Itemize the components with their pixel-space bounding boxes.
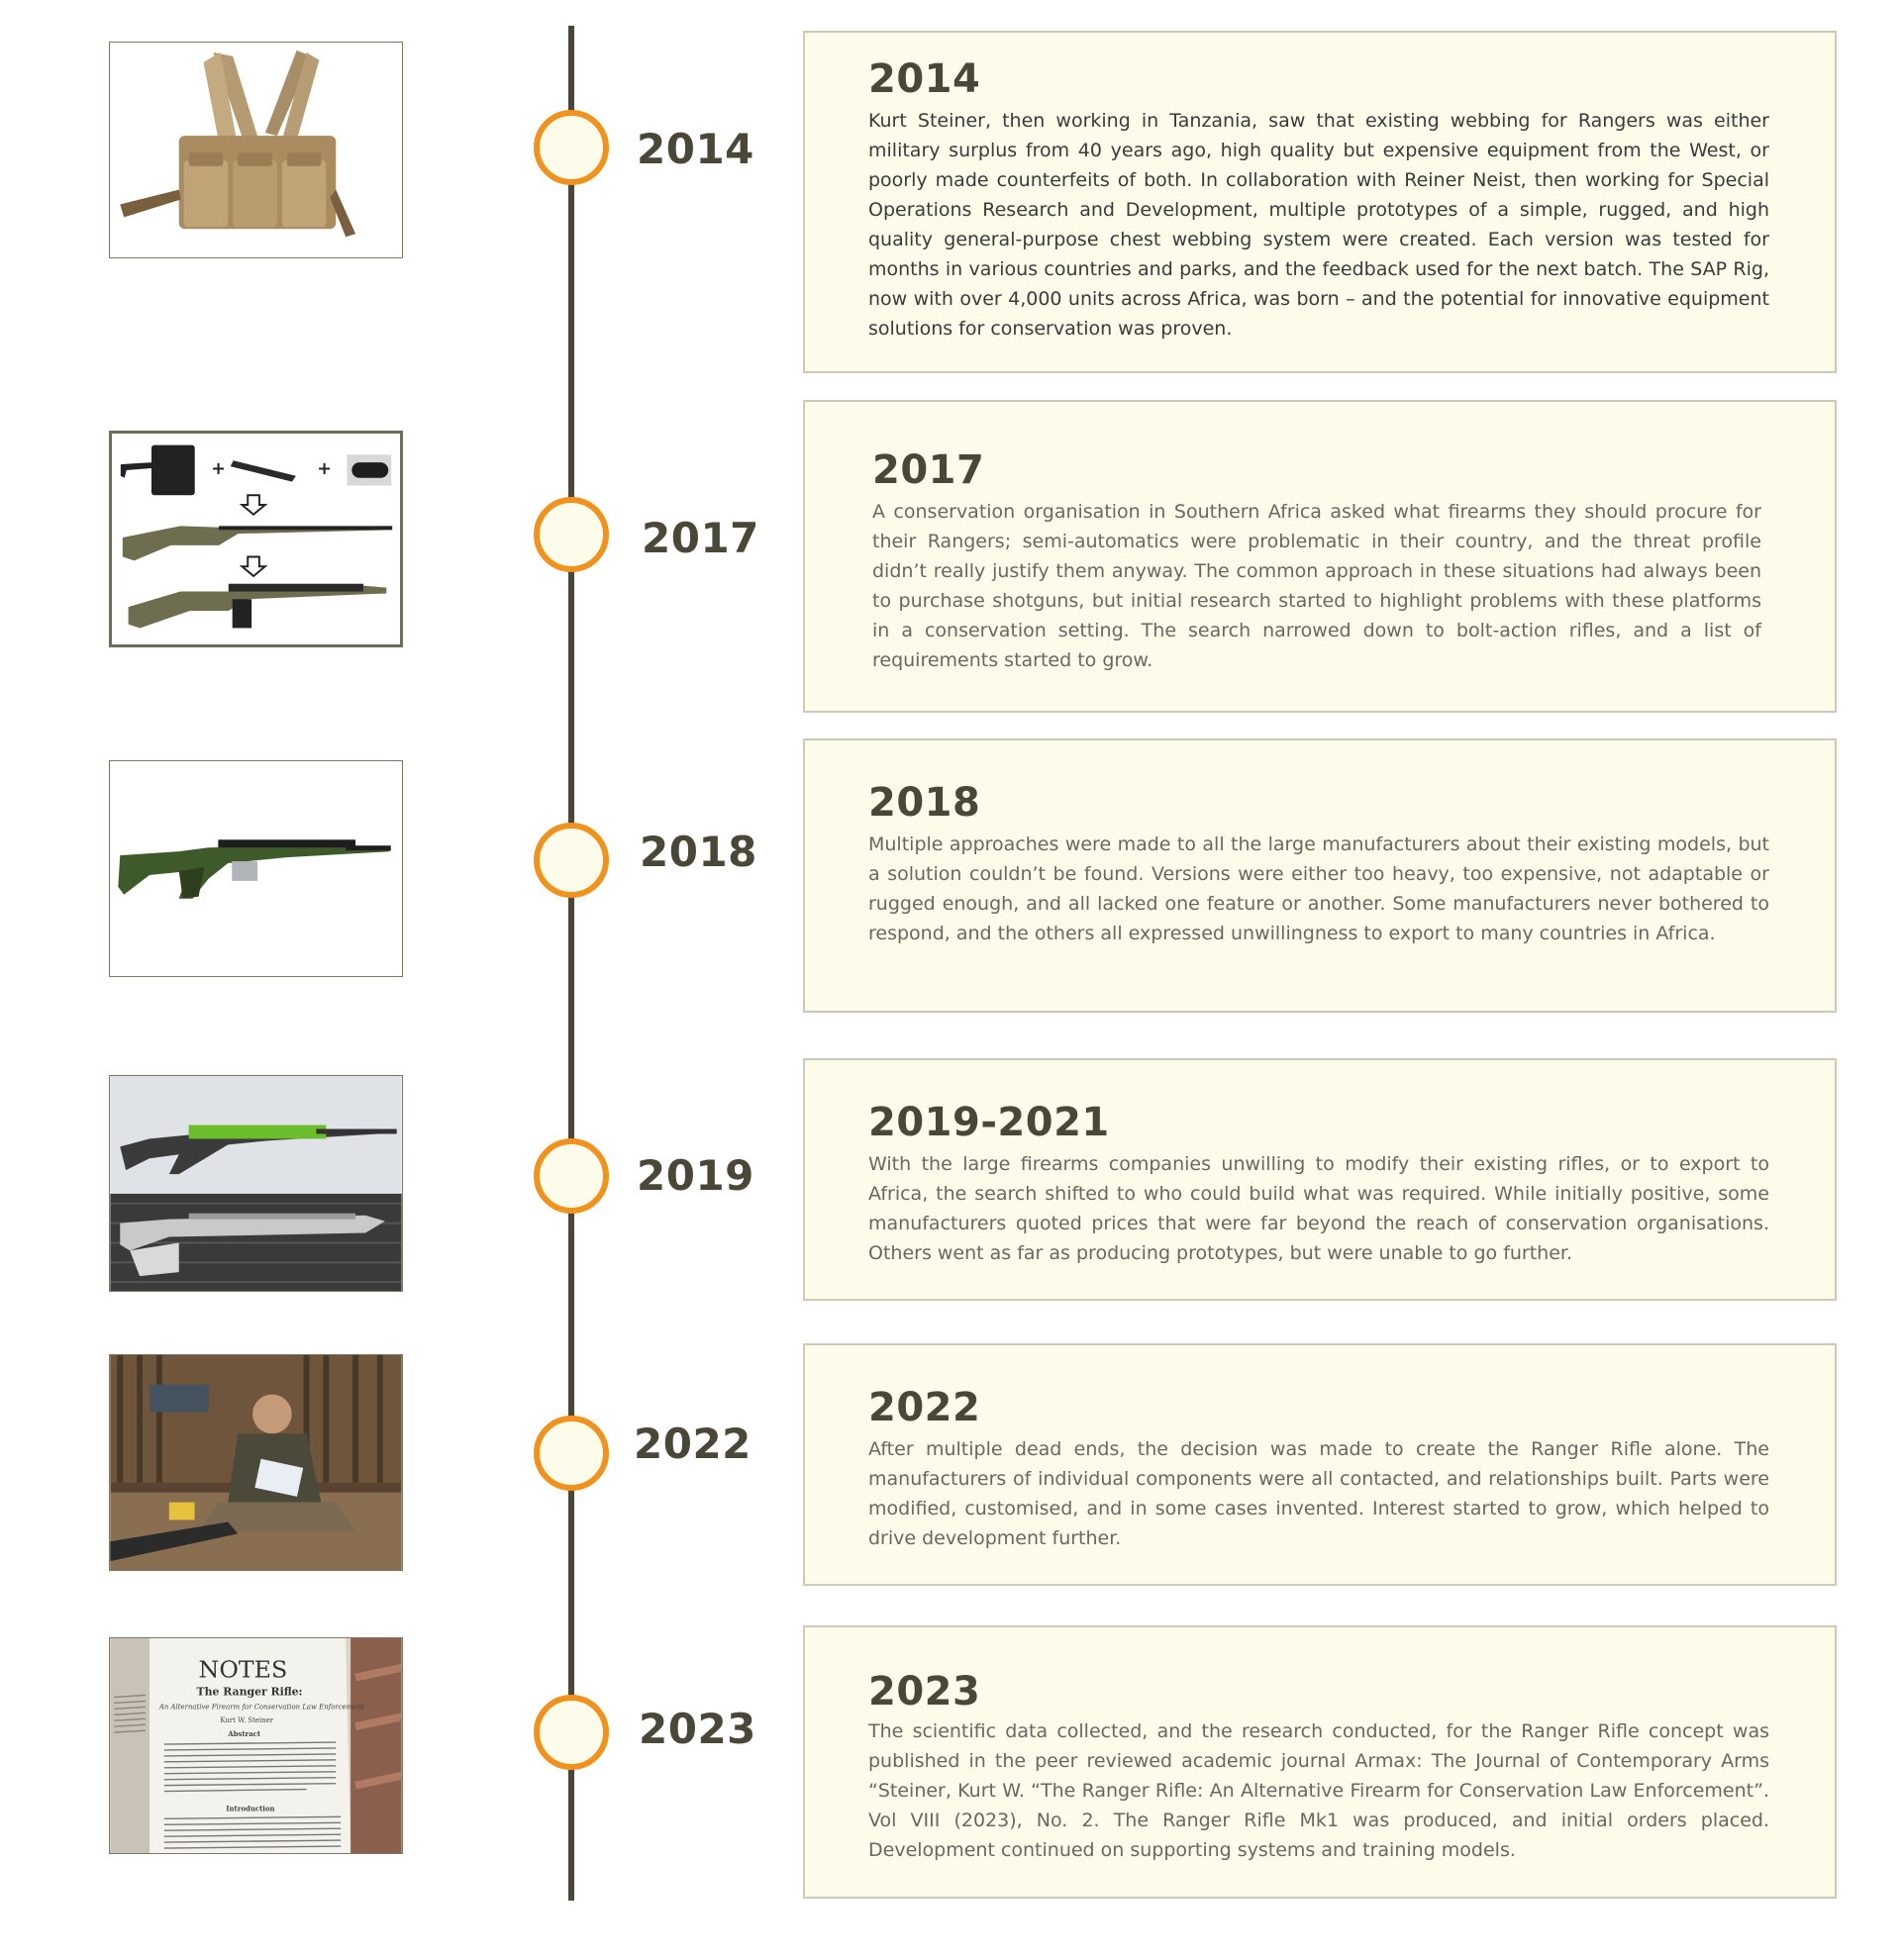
timeline-year-2018: 2018: [640, 828, 757, 876]
journal-intro-heading: Introduction: [226, 1804, 275, 1813]
journal-paper-subtitle: An Alternative Firearm for Conservation Law Enforcement: [158, 1703, 364, 1712]
photo-journal-article: [109, 1637, 403, 1854]
event-title-2014: 2014: [868, 56, 981, 102]
timeline-node-2018: [534, 823, 609, 898]
event-text-2022: After multiple dead ends, the decision was made to create the Ranger Rifle alone. The manufacturers of individual components were all contacted, and relationships built. Parts were modified, customised, and in some cases invented. Interest started to grow, which helped to drive development further.: [868, 1438, 1769, 1549]
photo-chest-rig: [109, 42, 403, 258]
timeline-year-2019: 2019: [637, 1151, 754, 1200]
photo-rifle-prototypes: [109, 1075, 403, 1292]
event-card-2018: [803, 738, 1837, 1013]
timeline-node-2023: [534, 1695, 609, 1770]
event-title-2022: 2022: [868, 1385, 981, 1430]
event-card-2019: [803, 1058, 1837, 1301]
event-title-2019: 2019-2021: [868, 1100, 1110, 1145]
timeline-node-2019: [534, 1138, 609, 1214]
photo-ranger-workbench: [109, 1354, 403, 1571]
timeline-node-2017: [534, 497, 609, 572]
event-title-2017: 2017: [872, 447, 985, 493]
event-text-2018: Multiple approaches were made to all the large manufacturers about their existing models, but a solution couldn’t be found. Versions were either too heavy, too expensive, not adaptable or rugged enough, and all lacked one feature or another. Some manufacturers never bothered to respond, and the others all expressed unwillingness to export to many countries in Africa.: [868, 833, 1769, 944]
plus-sign-1: +: [211, 458, 226, 479]
event-text-2023: The scientific data collected, and the research conducted, for the Ranger Rifle concept was published in the peer reviewed academic journal Armax: The Journal of Contemporary Arms “Steiner, Kurt W. “The Ranger Rifle: An Alternative Firearm for Conservation Law Enforcement”. Vol VIII (2023), No. 2. The Ranger Rifle Mk1 was produced, and initial orders placed. Development continued on supporting systems and training models.: [868, 1720, 1769, 1861]
event-title-2018: 2018: [868, 780, 981, 826]
timeline-year-2017: 2017: [642, 514, 759, 562]
event-text-2019: With the large firearms companies unwilling to modify their existing rifles, or to export to Africa, the search shifted to who could build what was required. While initially positive, some manufacturers quoted prices that were far beyond the reach of conservation organisations. Others went as far as producing prototypes, but were unable to go further.: [868, 1153, 1769, 1264]
event-card-2022: [803, 1343, 1837, 1586]
event-text-2014: Kurt Steiner, then working in Tanzania, saw that existing webbing for Rangers was either military surplus from 40 years ago, high quality but expensive equipment from the West, or poorly made counterfeits of both. In collaboration with Reiner Neist, then working for Special Operations Research and Development, multiple prototypes of a simple, rugged, and high quality general-purpose chest webbing system were created. Each version was tested for months in various countries and parks, and the feedback used for the next batch. The SAP Rig, now with over 4,000 units across Africa, was born – and the potential for innovative equipment solutions for conservation was proven.: [868, 110, 1769, 340]
journal-heading-notes: NOTES: [198, 1655, 288, 1684]
timeline-year-2022: 2022: [634, 1420, 752, 1468]
timeline-spine: [568, 26, 574, 1901]
event-text-2017: A conservation organisation in Southern Africa asked what firearms they should procure for their Rangers; semi-automatics were problematic in their country, and the threat profile didn’t really justify them anyway. The common approach in these situations had always been to purchase shotguns, but initial research started to highlight problems with these platforms in a conservation setting. The search narrowed down to bolt-action rifles, and a list of requirements started to grow.: [872, 501, 1761, 671]
plus-sign-2: +: [317, 458, 332, 479]
event-card-2023: [803, 1625, 1837, 1899]
timeline-year-2023: 2023: [639, 1705, 756, 1753]
journal-paper-author: Kurt W. Steiner: [220, 1716, 274, 1725]
timeline-year-2014: 2014: [637, 125, 754, 173]
photo-green-rifle: [109, 760, 403, 977]
event-title-2023: 2023: [868, 1669, 981, 1714]
timeline-node-2014: [534, 110, 609, 185]
journal-abstract-heading: Abstract: [228, 1729, 261, 1739]
event-card-2014: [803, 31, 1837, 373]
event-card-2017: [803, 400, 1837, 713]
photo-rifle-assembly: [109, 431, 403, 647]
timeline-node-2022: [534, 1416, 609, 1491]
journal-paper-title: The Ranger Rifle:: [196, 1685, 303, 1699]
